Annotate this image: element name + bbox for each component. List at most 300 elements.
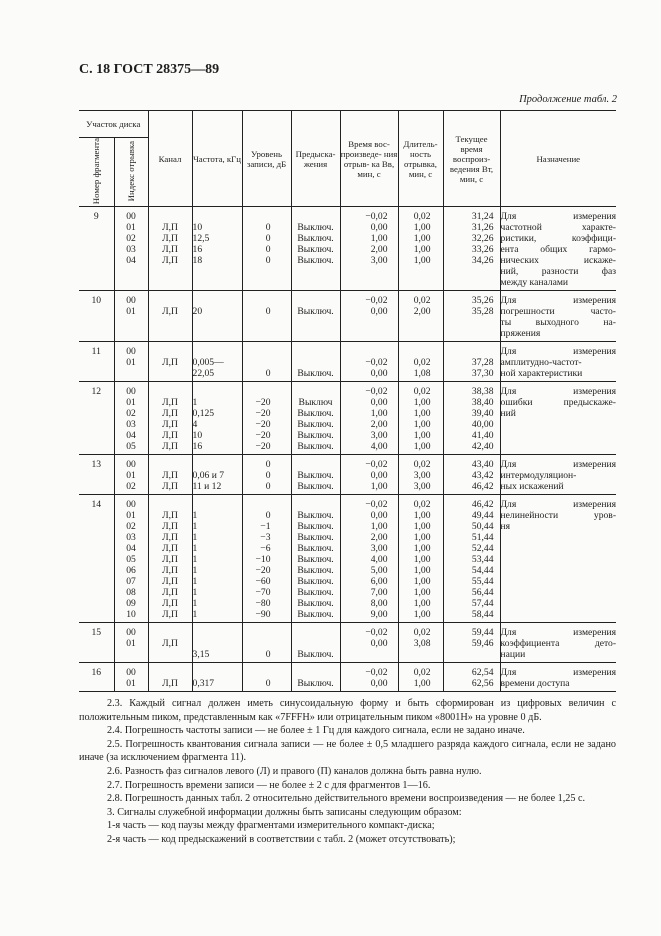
- channel-line: Л,П: [162, 470, 178, 482]
- duration-line: 1,00: [413, 244, 431, 256]
- purpose-line: погрешности часто-: [500, 306, 617, 318]
- level-line: 0: [265, 510, 271, 522]
- channel-line: Л,П: [162, 521, 178, 533]
- purpose-cell: [500, 342, 616, 382]
- level-cell: [242, 342, 291, 382]
- playtime-line: 0,00: [370, 368, 388, 380]
- channel-line: [149, 627, 192, 638]
- header-purpose: Назначение: [500, 111, 616, 207]
- playtime-line: 0,00: [370, 638, 388, 650]
- note-paragraph: 2.3. Каждый сигнал должен иметь синусоидальную форму и быть сформирован из цифровых величин с положительным пиком, представленным как «7FFFH» или отрицательным пиком «8001H» на уровне 0 дБ.: [79, 698, 616, 723]
- current-time-line: 35,28: [471, 306, 494, 318]
- level-line: 0: [265, 649, 271, 661]
- duration-line: 1,00: [413, 678, 431, 690]
- purpose-line: Для измерения: [500, 211, 617, 223]
- level-cell: [242, 455, 291, 495]
- current-time-line: 39,40: [471, 408, 494, 420]
- current-time-line: 49,44: [471, 510, 494, 522]
- channel-cell: [148, 342, 192, 382]
- channel-line: Л,П: [162, 587, 178, 599]
- purpose-line: ошибки предыскаже-: [500, 397, 617, 409]
- frequency-line: 1: [192, 397, 198, 409]
- playtime-line: [341, 346, 388, 357]
- frequency-line: 11 и 12: [192, 481, 222, 493]
- level-line: [243, 667, 271, 678]
- fragment-cell: [79, 207, 114, 291]
- current-time-line: 62,54: [471, 667, 494, 679]
- index-cell: [114, 291, 148, 342]
- current-time-line: 42,40: [471, 441, 494, 453]
- preemphasis-line: [292, 627, 340, 638]
- preemphasis-line: Выключ.: [297, 222, 334, 234]
- frequency-line: [193, 211, 242, 222]
- purpose-cell: [500, 291, 616, 342]
- duration-line: 1,00: [413, 554, 431, 566]
- duration-line: 0,02: [413, 357, 431, 369]
- duration-cell: [398, 495, 443, 623]
- current-time-line: 51,44: [471, 532, 494, 544]
- frequency-cell: [192, 382, 242, 455]
- channel-line: Л,П: [162, 244, 178, 256]
- index-line: 05: [126, 441, 136, 453]
- playtime-line: 8,00: [370, 598, 388, 610]
- purpose-line: амплитудно-частот-: [500, 357, 582, 369]
- purpose-cell: [500, 382, 616, 455]
- level-line: −80: [255, 598, 271, 610]
- index-cell: [114, 207, 148, 291]
- table-row: [79, 291, 616, 342]
- notes-section: [79, 697, 616, 847]
- preemphasis-line: Выключ.: [297, 532, 334, 544]
- channel-line: [149, 667, 192, 678]
- level-line: −20: [255, 565, 271, 577]
- preemphasis-line: Выключ.: [297, 244, 334, 256]
- index-line: 03: [126, 244, 136, 256]
- frequency-line: 4: [192, 419, 198, 431]
- purpose-line: коэффициента дето-: [500, 638, 617, 650]
- fragment-cell: [79, 382, 114, 455]
- index-line: 00: [126, 459, 136, 471]
- preemphasis-line: Выключ.: [297, 587, 334, 599]
- preemphasis-cell: [291, 342, 340, 382]
- preemphasis-line: Выключ.: [297, 649, 334, 661]
- playtime-cell: [340, 342, 398, 382]
- channel-line: Л,П: [162, 397, 178, 409]
- preemphasis-line: [292, 459, 340, 470]
- index-line: 02: [126, 521, 136, 533]
- index-line: 01: [126, 510, 136, 522]
- level-line: 0: [265, 368, 271, 380]
- table-continuation-label: Продолжение табл. 2: [519, 94, 617, 105]
- playtime-line: 4,00: [370, 554, 388, 566]
- playtime-line: 0,00: [370, 510, 388, 522]
- playtime-line: 0,00: [370, 397, 388, 409]
- playtime-line: 3,00: [370, 430, 388, 442]
- preemphasis-line: Выключ.: [297, 368, 334, 380]
- frequency-line: 20: [192, 306, 203, 318]
- duration-line: 0,02: [413, 211, 431, 223]
- purpose-cell: [500, 663, 616, 692]
- duration-line: 1,00: [413, 532, 431, 544]
- playtime-line: 1,00: [370, 481, 388, 493]
- index-cell: [114, 342, 148, 382]
- channel-line: [149, 499, 192, 510]
- playtime-line: 1,00: [370, 408, 388, 420]
- frequency-cell: [192, 663, 242, 692]
- frequency-line: 22,05: [192, 368, 215, 380]
- current-time-line: 62,56: [471, 678, 494, 690]
- current-time-line: 59,46: [471, 638, 494, 650]
- playtime-cell: [340, 455, 398, 495]
- current-time-line: [444, 346, 494, 357]
- channel-line: Л,П: [162, 510, 178, 522]
- level-cell: [242, 623, 291, 663]
- index-cell: [114, 495, 148, 623]
- level-line: −60: [255, 576, 271, 588]
- channel-cell: [148, 291, 192, 342]
- level-line: 0: [265, 481, 271, 493]
- level-line: −90: [255, 609, 271, 621]
- index-line: 03: [126, 532, 136, 544]
- index-line: 02: [126, 481, 136, 493]
- index-line: 01: [126, 678, 136, 690]
- purpose-line: Для измерения: [500, 667, 617, 679]
- preemphasis-line: [292, 346, 340, 357]
- channel-line: Л,П: [162, 441, 178, 453]
- frequency-line: 0,317: [192, 678, 215, 690]
- frequency-line: [193, 499, 242, 510]
- playtime-cell: [340, 207, 398, 291]
- purpose-line: Для измерения: [500, 499, 617, 511]
- frequency-line: 1: [192, 554, 198, 566]
- frequency-line: 1: [192, 521, 198, 533]
- frequency-line: 10: [192, 222, 203, 234]
- playtime-line: −0,02: [365, 295, 388, 307]
- level-cell: [242, 382, 291, 455]
- channel-line: Л,П: [162, 430, 178, 442]
- current-time-line: 56,44: [471, 587, 494, 599]
- frequency-line: 1: [192, 598, 198, 610]
- level-line: 0: [265, 222, 271, 234]
- level-line: −3: [260, 532, 271, 544]
- channel-line: Л,П: [162, 576, 178, 588]
- preemphasis-line: Выключ.: [297, 481, 334, 493]
- frequency-line: 0,005—: [192, 357, 224, 369]
- purpose-line: Для измерения: [500, 459, 617, 471]
- playtime-line: −0,02: [365, 386, 388, 398]
- level-line: [243, 211, 271, 222]
- channel-line: Л,П: [162, 419, 178, 431]
- level-line: 0: [265, 470, 271, 482]
- frequency-line: 0,125: [192, 408, 215, 420]
- index-line: 00: [126, 346, 136, 358]
- index-cell: [114, 623, 148, 663]
- header-level: Уровень записи, дБ: [242, 111, 291, 207]
- level-cell: [242, 495, 291, 623]
- index-cell: [114, 382, 148, 455]
- current-time-line: 54,44: [471, 565, 494, 577]
- current-time-line: 40,00: [471, 419, 494, 431]
- level-line: −20: [255, 419, 271, 431]
- table-row: [79, 663, 616, 692]
- preemphasis-cell: [291, 623, 340, 663]
- note-paragraph: 2-я часть — код предыскажений в соответствии с табл. 2 (может отсутствовать);: [107, 833, 456, 845]
- current-time-line: 52,44: [471, 543, 494, 555]
- index-line: 10: [126, 609, 136, 621]
- frequency-cell: [192, 623, 242, 663]
- duration-line: 1,00: [413, 521, 431, 533]
- level-line: 0: [265, 255, 271, 267]
- current-time-line: 37,28: [471, 357, 494, 369]
- duration-line: 0,02: [413, 499, 431, 511]
- note-paragraph: 1-я часть — код паузы между фрагментами измерительного компакт-диска;: [107, 820, 435, 832]
- purpose-line: Для измерения: [500, 627, 617, 639]
- current-time-cell: [443, 455, 500, 495]
- duration-cell: [398, 207, 443, 291]
- channel-line: Л,П: [162, 357, 178, 369]
- playtime-cell: [340, 495, 398, 623]
- level-line: −70: [255, 587, 271, 599]
- frequency-line: [193, 346, 242, 357]
- table-row: [79, 495, 616, 623]
- current-time-line: 41,40: [471, 430, 494, 442]
- duration-line: 0,02: [413, 667, 431, 679]
- channel-line: Л,П: [162, 638, 178, 650]
- purpose-line: нелинейности уров-: [500, 510, 617, 522]
- channel-line: [149, 346, 192, 357]
- purpose-line: ний: [500, 408, 516, 420]
- purpose-line: Для измерения: [500, 295, 617, 307]
- purpose-line: ента общих гармо-: [500, 244, 617, 256]
- purpose-line: интермодуляцион-: [500, 470, 577, 482]
- index-line: 01: [126, 357, 136, 369]
- preemphasis-line: Выключ.: [297, 598, 334, 610]
- duration-line: 1,00: [413, 222, 431, 234]
- preemphasis-line: Выключ.: [297, 306, 334, 318]
- channel-line: Л,П: [162, 554, 178, 566]
- purpose-line: Для измерения: [500, 346, 617, 358]
- channel-line: [149, 386, 192, 397]
- index-line: 00: [126, 386, 136, 398]
- channel-line: Л,П: [162, 543, 178, 555]
- preemphasis-cell: [291, 207, 340, 291]
- level-line: [243, 386, 271, 397]
- current-time-line: 32,26: [471, 233, 494, 245]
- header-channel: Канал: [148, 111, 192, 207]
- frequency-line: 3,15: [192, 649, 210, 661]
- channel-line: Л,П: [162, 481, 178, 493]
- frequency-line: 16: [192, 441, 203, 453]
- playtime-line: 3,00: [370, 543, 388, 555]
- header-current-time: Текущее время воспроиз- ведения Bт, мин, с: [443, 111, 500, 207]
- preemphasis-line: Выключ.: [297, 441, 334, 453]
- frequency-line: 1: [192, 532, 198, 544]
- frequency-cell: [192, 455, 242, 495]
- index-line: 00: [126, 667, 136, 679]
- current-time-line: 38,40: [471, 397, 494, 409]
- fragment-cell: [79, 663, 114, 692]
- level-line: −20: [255, 441, 271, 453]
- current-time-line: 57,44: [471, 598, 494, 610]
- duration-cell: [398, 623, 443, 663]
- level-line: 0: [265, 678, 271, 690]
- level-line: [243, 499, 271, 510]
- playtime-line: 0,00: [370, 306, 388, 318]
- preemphasis-cell: [291, 455, 340, 495]
- channel-line: Л,П: [162, 222, 178, 234]
- level-line: −10: [255, 554, 271, 566]
- playtime-line: 2,00: [370, 244, 388, 256]
- fragment-line: 15: [91, 627, 102, 639]
- channel-line: Л,П: [162, 532, 178, 544]
- fragment-cell: [79, 342, 114, 382]
- channel-cell: [148, 495, 192, 623]
- table-row: [79, 382, 616, 455]
- index-line: 04: [126, 543, 136, 555]
- duration-line: 1,00: [413, 419, 431, 431]
- duration-line: 1,00: [413, 565, 431, 577]
- current-time-cell: [443, 495, 500, 623]
- level-line: 0: [265, 306, 271, 318]
- frequency-line: [193, 627, 242, 638]
- level-cell: [242, 663, 291, 692]
- duration-line: 1,00: [413, 397, 431, 409]
- level-line: −20: [255, 397, 271, 409]
- purpose-line: пряжения: [500, 328, 541, 340]
- frequency-cell: [192, 207, 242, 291]
- frequency-line: 18: [192, 255, 203, 267]
- preemphasis-line: Выключ.: [297, 255, 334, 267]
- fragment-line: 12: [91, 386, 102, 398]
- index-line: 01: [126, 638, 136, 650]
- current-time-line: 46,42: [471, 481, 494, 493]
- frequency-line: [193, 459, 242, 470]
- current-time-cell: [443, 382, 500, 455]
- current-time-line: 31,26: [471, 222, 494, 234]
- index-line: 00: [126, 627, 136, 639]
- duration-line: 1,00: [413, 430, 431, 442]
- level-line: [243, 638, 271, 649]
- preemphasis-line: Выключ.: [297, 408, 334, 420]
- preemphasis-line: Выключ.: [297, 233, 334, 245]
- note-paragraph: 2.6. Разность фаз сигналов левого (Л) и правого (П) каналов должна быть равна нулю.: [107, 765, 482, 777]
- current-time-line: 33,26: [471, 244, 494, 256]
- duration-line: 1,00: [413, 598, 431, 610]
- header-frequency: Частота, кГц: [192, 111, 242, 207]
- channel-line: Л,П: [162, 678, 178, 690]
- frequency-line: [193, 386, 242, 397]
- current-time-line: 50,44: [471, 521, 494, 533]
- note-paragraph: 2.4. Погрешность частоты записи — не более ± 1 Гц для каждого сигнала, если не задано иначе.: [107, 725, 525, 737]
- current-time-line: 46,42: [471, 499, 494, 511]
- current-time-cell: [443, 663, 500, 692]
- frequency-line: [193, 667, 242, 678]
- level-line: [243, 295, 271, 306]
- playtime-line: 7,00: [370, 587, 388, 599]
- preemphasis-line: [292, 499, 340, 510]
- duration-line: 1,00: [413, 543, 431, 555]
- current-time-cell: [443, 623, 500, 663]
- duration-cell: [398, 342, 443, 382]
- index-line: 04: [126, 430, 136, 442]
- header-segment-index: Индекс отрывка: [126, 140, 136, 202]
- note-paragraph: 2.7. Погрешность времени записи — не более ± 2 с для фрагментов 1—16.: [107, 779, 431, 791]
- playtime-line: 1,00: [370, 233, 388, 245]
- duration-line: 1,00: [413, 233, 431, 245]
- frequency-line: 1: [192, 565, 198, 577]
- playtime-line: 2,00: [370, 532, 388, 544]
- duration-line: 0,02: [413, 627, 431, 639]
- frequency-line: 0,06 и 7: [192, 470, 225, 482]
- playtime-line: −0,02: [365, 357, 388, 369]
- preemphasis-line: Выключ.: [297, 521, 334, 533]
- fragment-line: 14: [91, 499, 102, 511]
- frequency-cell: [192, 495, 242, 623]
- purpose-cell: [500, 495, 616, 623]
- note-paragraph: 2.5. Погрешность квантования сигнала записи — не более ± 0,5 младшего разряда каждого сигнала, если не задано иначе (за исключением фрагмента 11).: [79, 738, 616, 764]
- channel-cell: [148, 455, 192, 495]
- preemphasis-line: Выключ.: [297, 430, 334, 442]
- preemphasis-line: Выключ.: [297, 565, 334, 577]
- index-line: 01: [126, 222, 136, 234]
- duration-line: 1,00: [413, 609, 431, 621]
- level-line: −6: [260, 543, 271, 555]
- channel-line: [149, 295, 192, 306]
- current-time-line: 43,42: [471, 470, 494, 482]
- index-line: 00: [126, 295, 136, 307]
- channel-cell: [148, 623, 192, 663]
- index-line: 03: [126, 419, 136, 431]
- page-header: С. 18 ГОСТ 28375—89: [79, 62, 220, 77]
- purpose-line: ристики, коэффици-: [500, 233, 617, 245]
- header-playtime: Время вос- произведе- ния отрыв- ка Bв, мин, с: [340, 111, 398, 207]
- purpose-line: ня: [500, 521, 511, 533]
- playtime-cell: [340, 291, 398, 342]
- frequency-line: 16: [192, 244, 203, 256]
- preemphasis-cell: [291, 291, 340, 342]
- channel-line: [149, 459, 192, 470]
- duration-cell: [398, 663, 443, 692]
- duration-line: 1,00: [413, 576, 431, 588]
- current-time-cell: [443, 207, 500, 291]
- table-row: [79, 623, 616, 663]
- preemphasis-cell: [291, 663, 340, 692]
- channel-cell: [148, 207, 192, 291]
- index-line: 05: [126, 554, 136, 566]
- index-line: 01: [126, 470, 136, 482]
- purpose-cell: [500, 207, 616, 291]
- playtime-line: 0,00: [370, 678, 388, 690]
- playtime-line: −0,02: [365, 499, 388, 511]
- duration-line: 1,00: [413, 587, 431, 599]
- frequency-cell: [192, 291, 242, 342]
- current-time-line: 59,44: [471, 627, 494, 639]
- purpose-line: нических искаже-: [500, 255, 617, 267]
- preemphasis-line: [292, 357, 340, 368]
- fragment-cell: [79, 495, 114, 623]
- index-line: 02: [126, 233, 136, 245]
- index-line: 02: [126, 408, 136, 420]
- preemphasis-line: Выключ.: [297, 576, 334, 588]
- current-time-line: 58,44: [471, 609, 494, 621]
- playtime-line: 1,00: [370, 521, 388, 533]
- playtime-cell: [340, 623, 398, 663]
- purpose-cell: [500, 623, 616, 663]
- current-time-cell: [443, 291, 500, 342]
- playtime-line: 9,00: [370, 609, 388, 621]
- table-row: [79, 207, 616, 291]
- index-line: 09: [126, 598, 136, 610]
